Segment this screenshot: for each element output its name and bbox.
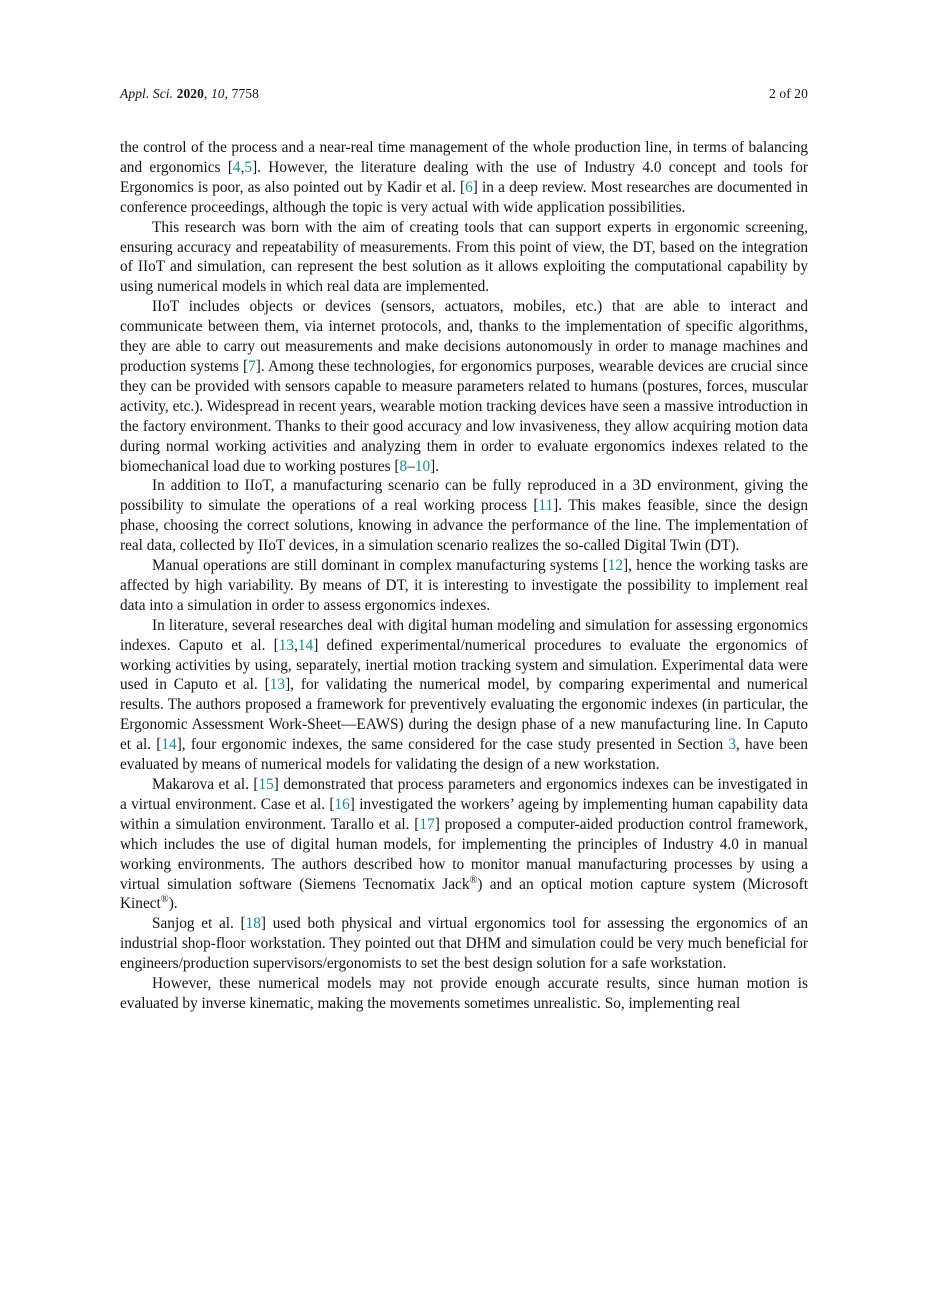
text-run: the control of the process and a near-real time management of the whole production line, in terms of balancing and ergonomics [ (120, 139, 808, 176)
citation-link[interactable]: 17 (419, 815, 435, 833)
text-run: ) and an optical motion capture system (Microsoft Kinect (120, 875, 809, 913)
citation-link[interactable]: 3 (728, 736, 737, 754)
text-run: This research was born with the aim of creating tools that can support experts in ergonomic screening, ensuring accuracy and repeatability of measurements. From this point of view, the DT, based on the integration of IIoT and simulation, can represent the best solution as it allows exploiting the computational capability by using numerical models in which real data are implemented. (120, 218, 808, 296)
text-run: ® (160, 894, 169, 906)
citation-link[interactable]: 8 (399, 457, 408, 475)
citation-link[interactable]: 12 (607, 557, 624, 575)
text-run: , (204, 86, 211, 101)
text-run: ]. This makes feasible, since the design phase, choosing the correct solutions, knowing in advance the performance of the line. The implementation of real data, collected by IIoT devices, in a simulation scenario realizes the so-called Digital Twin (DT). (120, 497, 808, 555)
paragraph (120, 476, 808, 556)
text-run: 2020 (176, 86, 204, 101)
paragraph (120, 914, 808, 974)
text-run: , (240, 158, 245, 176)
text-run: , have been evaluated by means of numerical models for validating the design of a new workstation. (120, 736, 808, 774)
text-run: – (407, 457, 415, 475)
text-run: In literature, several researches deal with digital human modeling and simulation for assessing ergonomics indexes. Caputo et al. [ (120, 616, 808, 654)
text-run: ]. However, the literature dealing with the use of Industry 4.0 concept and tools for Ergonomics is poor, as also pointed out by Kadir et al. [ (120, 158, 809, 196)
journal-citation (120, 86, 259, 102)
citation-link[interactable]: 16 (334, 795, 350, 813)
paragraph (120, 138, 808, 218)
citation-link[interactable]: 13 (278, 636, 295, 654)
paragraph (120, 974, 808, 1014)
text-run: 10 (210, 86, 225, 101)
citation-link[interactable]: 15 (258, 776, 274, 793)
paragraph (120, 775, 808, 914)
paragraph (120, 218, 808, 298)
text-run: In addition to IIoT, a manufacturing scenario can be fully reproduced in a 3D environment, giving the possibility to simulate the operations of a real working process [ (120, 477, 808, 515)
paragraph (120, 297, 808, 476)
text-run: ] in a deep review. Most researches are documented in conference proceedings, although the topic is very actual with wide application possibilities. (120, 178, 809, 216)
text-run: Appl. Sci. (120, 86, 177, 101)
citation-link[interactable]: 11 (538, 497, 554, 515)
page-number: 2 of 20 (769, 86, 808, 101)
text-run: , (294, 636, 298, 654)
paragraph (120, 616, 808, 775)
text-run: Sanjog et al. [ (152, 915, 246, 933)
citation-link[interactable]: 7 (248, 357, 256, 375)
text-run: ] used both physical and virtual ergonomics tool for assessing the ergonomics of an industrial shop-floor workstation. They pointed out that DHM and simulation could be very much beneficial for engineers/production supervisors/ergonomists to set the best design solution for a safe workstation. (120, 915, 808, 973)
article-body (120, 138, 808, 1014)
text-run: , 7758 (224, 86, 260, 101)
text-run: ]. (430, 457, 440, 475)
citation-link[interactable]: 14 (161, 736, 177, 754)
text-run: ® (469, 874, 478, 886)
text-run: Manual operations are still dominant in complex manufacturing systems [ (152, 557, 608, 575)
text-run: ] proposed a computer-aided production control framework, which includes the use of digital human models, for implementing the principles of Industry 4.0 in manual working environments. The authors described how to monitor manual manufacturing processes by using a virtual simulation software (Siemens Tecnomatix Jack (120, 815, 808, 893)
text-run: ], four ergonomic indexes, the same considered for the case study presented in Section (176, 736, 729, 754)
citation-link[interactable]: 4 (232, 158, 241, 176)
text-run: ] demonstrated that process parameters and ergonomics indexes can be investigated in a virtual environment. Case et al. [ (120, 776, 808, 813)
text-run: IIoT includes objects or devices (sensors, actuators, mobiles, etc.) that are able to interact and communicate between them, via internet protocols, and, thanks to the implementation of specific algorithms, they are able to carry out measurements and make decisions autonomously in order to manage machines and production systems [ (120, 298, 808, 375)
text-run: ] defined experimental/numerical procedures to evaluate the ergonomics of working activities by using, separately, inertial motion tracking system and simulation. Experimental data were used in Caputo et al. [ (120, 636, 808, 694)
paragraph (120, 556, 808, 616)
text-run: However, these numerical models may not provide enough accurate results, since human motion is evaluated by inverse kinematic, making the movements sometimes unrealistic. So, implementing real (120, 975, 808, 1012)
text-run: ], hence the working tasks are affected by high variability. By means of DT, it is interesting to investigate the possibility to implement real data into a simulation in order to assess ergonomics indexes. (120, 557, 808, 614)
page-header (120, 86, 808, 102)
citation-link[interactable]: 13 (269, 676, 286, 694)
citation-link[interactable]: 5 (244, 158, 253, 176)
citation-link[interactable]: 14 (297, 636, 314, 654)
citation-link[interactable]: 18 (245, 915, 261, 933)
text-run: ). (168, 895, 178, 913)
text-run: Makarova et al. [ (152, 776, 259, 793)
text-run: ]. Among these technologies, for ergonomics purposes, wearable devices are crucial since they can be provided with sensors capable to measure parameters related to humans (postures, forces, muscular activity, etc.). Widespread in recent years, wearable motion tracking devices have seen a massive introduction in the factory environment. Thanks to their good accuracy and low invasiveness, they allow acquiring motion data during normal working activities and analyzing them in order to evaluate ergonomics indexes related to the biomechanical load due to working postures [ (120, 357, 808, 475)
citation-link[interactable]: 6 (465, 178, 473, 196)
text-run: ], for validating the numerical model, by comparing experimental and numerical results. The authors proposed a framework for preventively evaluating the ergonomic indexes (in particular, the Ergonomic Assessment Work-Sheet—EAWS) during the design phase of a new manufacturing line. In Caputo et al. [ (120, 676, 808, 754)
citation-link[interactable]: 10 (414, 457, 431, 475)
text-run: ] investigated the workers’ ageing by implementing human capability data within a simulation environment. Tarallo et al. [ (120, 795, 808, 833)
